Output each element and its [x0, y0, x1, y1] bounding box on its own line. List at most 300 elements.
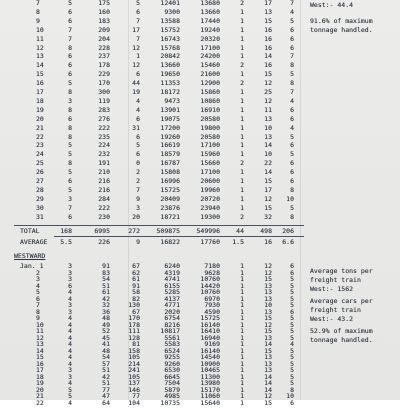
table-cell: 22: [264, 159, 272, 168]
table-cell: 12900: [200, 79, 220, 88]
table-cell: 42: [102, 294, 110, 303]
average-cell: 16822: [160, 238, 180, 246]
table-cell: 18172: [160, 88, 180, 96]
table-cell: 6: [290, 105, 294, 114]
day-cell: 17: [36, 366, 44, 374]
total-cell: 44: [236, 227, 244, 235]
average-rule: [54, 236, 304, 237]
table-cell: 170: [128, 314, 140, 322]
table-cell: 8: [68, 123, 72, 132]
table-cell: 91: [102, 262, 110, 270]
table-cell: 4590: [204, 307, 220, 316]
table-cell: 15: [264, 398, 272, 407]
table-cell: 160: [98, 7, 110, 16]
table-cell: 13: [264, 281, 272, 290]
total-cell: 549996: [196, 227, 220, 235]
day-cell: 31: [36, 212, 44, 221]
table-cell: 15: [264, 314, 272, 322]
table-cell: 1: [240, 346, 244, 355]
table-cell: 5: [290, 203, 294, 212]
table-cell: 15: [264, 177, 272, 185]
table-cell: 7: [136, 185, 140, 194]
table-cell: 14: [264, 141, 272, 150]
day-cell: 22: [36, 132, 44, 141]
average-cell: 5.5: [60, 238, 72, 246]
table-cell: 1: [240, 288, 244, 296]
table-cell: 5: [290, 333, 294, 342]
table-cell: 6: [290, 34, 294, 43]
table-cell: 13680: [200, 0, 220, 7]
table-cell: 6155: [164, 281, 180, 290]
table-cell: 3: [68, 194, 72, 203]
table-cell: 5: [290, 353, 294, 361]
average-cell: 1.5: [232, 238, 244, 246]
table-cell: 2: [240, 61, 244, 70]
table-cell: 15960: [200, 150, 220, 159]
table-cell: 6: [68, 7, 72, 16]
table-cell: 14: [264, 385, 272, 394]
table-cell: 5285: [164, 288, 180, 296]
table-cell: 20580: [200, 114, 220, 123]
day-cell: 21: [36, 123, 44, 132]
total-cell: 206: [282, 227, 294, 235]
table-cell: 235: [98, 132, 110, 141]
table-cell: 16: [264, 25, 272, 34]
table-cell: 1: [240, 366, 244, 374]
table-cell: 0: [136, 159, 140, 168]
table-cell: 3: [68, 301, 72, 309]
day-cell: 10: [36, 320, 44, 329]
table-cell: 82: [132, 294, 140, 303]
table-cell: 6: [136, 114, 140, 123]
table-cell: 14420: [200, 281, 220, 290]
day-cell: 21: [36, 392, 44, 400]
table-cell: 146: [128, 385, 140, 394]
table-cell: 1: [240, 96, 244, 105]
table-cell: 15: [264, 203, 272, 212]
table-cell: 1: [240, 392, 244, 400]
table-cell: 6: [290, 168, 294, 177]
table-cell: 5: [290, 359, 294, 368]
table-cell: 1: [240, 25, 244, 34]
table-cell: 7: [136, 16, 140, 25]
table-cell: 1: [240, 123, 244, 132]
average-label: AVERAGE: [20, 238, 48, 246]
total-rule: [14, 225, 304, 226]
table-cell: 7: [290, 52, 294, 61]
table-cell: 3: [68, 366, 72, 374]
day-cell: 15: [36, 70, 44, 79]
table-cell: 276: [98, 114, 110, 123]
table-cell: 1: [240, 43, 244, 52]
table-cell: 1: [240, 340, 244, 348]
day-cell: 10: [36, 25, 44, 34]
day-cell: 13: [36, 52, 44, 61]
table-cell: 15170: [200, 385, 220, 394]
table-cell: 12: [264, 392, 272, 400]
table-cell: 214: [128, 359, 140, 368]
table-cell: 1: [240, 320, 244, 329]
table-cell: 16410: [200, 327, 220, 335]
table-cell: 300: [98, 88, 110, 96]
table-cell: 8: [68, 132, 72, 141]
table-cell: 5: [68, 385, 72, 394]
day-cell: 9: [36, 16, 40, 25]
table-cell: 42: [102, 372, 110, 381]
table-cell: 5: [290, 314, 294, 322]
table-cell: 8: [290, 212, 294, 221]
table-cell: 4: [68, 353, 72, 361]
day-cell: 30: [36, 203, 44, 212]
table-cell: 19960: [200, 185, 220, 194]
table-cell: 1: [240, 141, 244, 150]
day-cell: 12: [36, 333, 44, 342]
table-cell: 17: [264, 0, 272, 7]
table-cell: 8: [290, 79, 294, 88]
table-cell: 210: [98, 168, 110, 177]
table-cell: 7: [290, 88, 294, 96]
table-cell: 1: [240, 262, 244, 270]
table-cell: 3: [68, 262, 72, 270]
table-cell: 7504: [164, 379, 180, 387]
table-cell: 16787: [160, 159, 180, 168]
table-cell: 6: [290, 25, 294, 34]
table-cell: 183: [98, 16, 110, 25]
average-cell: 9: [136, 238, 140, 246]
table-cell: 5: [68, 0, 72, 7]
table-cell: 8: [68, 88, 72, 96]
table-cell: 13: [264, 366, 272, 374]
day-cell: 26: [36, 168, 44, 177]
table-cell: 6: [68, 281, 72, 290]
table-cell: 1: [240, 372, 244, 381]
table-cell: 6524: [164, 346, 180, 355]
table-cell: 5879: [164, 385, 180, 394]
table-cell: 5: [290, 281, 294, 290]
table-cell: 20: [132, 212, 140, 221]
table-cell: 1: [240, 268, 244, 277]
table-cell: 1: [240, 203, 244, 212]
table-cell: 5: [290, 132, 294, 141]
table-cell: 20320: [200, 34, 220, 43]
table-cell: 13: [264, 359, 272, 368]
table-cell: 2: [240, 79, 244, 88]
table-cell: 10: [264, 123, 272, 132]
table-cell: 6: [68, 70, 72, 79]
table-cell: 1: [240, 359, 244, 368]
day-cell: 13: [36, 340, 44, 348]
table-cell: 2020: [164, 307, 180, 316]
total-cell: 272: [128, 227, 140, 235]
table-cell: 54: [102, 353, 110, 361]
table-cell: 14: [264, 379, 272, 387]
average-cell: 6.6: [282, 238, 294, 246]
day-cell: 18: [36, 96, 44, 105]
day-cell: Jan. 1: [20, 262, 44, 270]
table-cell: 7: [136, 34, 140, 43]
side-note: Average cars per freight train West:- 43.2: [310, 297, 373, 323]
average-row: [0, 238, 310, 248]
table-cell: 14: [264, 52, 272, 61]
table-cell: 31: [132, 123, 140, 132]
table-cell: 1: [240, 185, 244, 194]
table-cell: 12: [264, 320, 272, 329]
table-cell: 1: [240, 177, 244, 185]
day-cell: 23: [36, 141, 44, 150]
table-cell: 1: [240, 114, 244, 123]
table-cell: 1: [240, 34, 244, 43]
table-cell: 5: [136, 0, 140, 7]
table-cell: 67: [132, 262, 140, 270]
table-cell: 241: [128, 366, 140, 374]
day-cell: 14: [36, 346, 44, 355]
table-cell: 17200: [160, 123, 180, 132]
table-cell: 13660: [200, 7, 220, 16]
day-cell: 24: [36, 150, 44, 159]
table-cell: 6: [68, 52, 72, 61]
table-cell: 6: [290, 307, 294, 316]
table-cell: 237: [98, 52, 110, 61]
table-cell: 4: [68, 327, 72, 335]
table-cell: 4: [290, 96, 294, 105]
table-cell: 8216: [164, 320, 180, 329]
table-cell: 222: [98, 203, 110, 212]
table-cell: 10860: [200, 96, 220, 105]
table-cell: 19650: [160, 70, 180, 79]
table-cell: 10: [264, 150, 272, 159]
table-cell: 1: [240, 379, 244, 387]
table-cell: 5: [290, 372, 294, 381]
table-cell: 11353: [160, 79, 180, 88]
table-cell: 11060: [200, 392, 220, 400]
table-cell: 23940: [200, 203, 220, 212]
table-cell: 1: [240, 275, 244, 283]
table-cell: 1: [240, 314, 244, 322]
table-cell: 13: [264, 7, 272, 16]
table-cell: 15: [264, 327, 272, 335]
table-cell: 6: [290, 268, 294, 277]
table-cell: 2: [240, 159, 244, 168]
table-cell: 5: [290, 320, 294, 329]
table-cell: 7: [68, 203, 72, 212]
table-cell: 10760: [200, 275, 220, 283]
table-cell: 77: [132, 392, 140, 400]
table-cell: 1: [240, 281, 244, 290]
table-cell: 15768: [160, 43, 180, 52]
table-cell: 19800: [200, 123, 220, 132]
table-cell: 32: [102, 301, 110, 309]
table-cell: 8: [290, 385, 294, 394]
table-cell: 8: [68, 105, 72, 114]
table-cell: 130: [128, 301, 140, 309]
table-cell: 49: [102, 320, 110, 329]
table-cell: 1: [240, 353, 244, 361]
table-cell: 15752: [160, 25, 180, 34]
table-cell: 4: [290, 123, 294, 132]
table-cell: 23876: [160, 203, 180, 212]
table-cell: 6: [136, 132, 140, 141]
table-cell: 17: [264, 185, 272, 194]
day-cell: 29: [36, 194, 44, 203]
table-cell: 47: [102, 392, 110, 400]
side-note: 52.9% of maximum tonnage handled.: [310, 327, 373, 344]
table-cell: 13: [264, 353, 272, 361]
table-cell: 13980: [200, 379, 220, 387]
day-cell: 16: [36, 79, 44, 88]
westward-heading: WESTWARD: [14, 252, 46, 260]
day-cell: 11: [36, 34, 44, 43]
table-cell: 24200: [200, 52, 220, 61]
day-cell: 28: [36, 185, 44, 194]
table-cell: 4: [68, 314, 72, 322]
table-cell: 2: [240, 212, 244, 221]
table-cell: 16: [264, 43, 272, 52]
day-cell: 15: [36, 353, 44, 361]
table-cell: 17: [132, 25, 140, 34]
table-cell: 1: [240, 132, 244, 141]
table-cell: 10: [286, 392, 294, 400]
table-cell: 15: [264, 346, 272, 355]
table-cell: 6754: [164, 314, 180, 322]
table-cell: 67: [132, 307, 140, 316]
table-cell: 1: [240, 398, 244, 407]
table-cell: 13: [264, 294, 272, 303]
table-cell: 3: [68, 372, 72, 381]
table-cell: 6: [290, 43, 294, 52]
table-cell: 3: [68, 96, 72, 105]
total-cell: 168: [60, 227, 72, 235]
table-cell: 62: [132, 268, 140, 277]
day-cell: 7: [36, 301, 40, 309]
table-cell: 105: [128, 353, 140, 361]
table-cell: 1: [240, 301, 244, 309]
day-cell: 22: [36, 398, 44, 407]
table-cell: 54: [102, 275, 110, 283]
table-cell: 8: [290, 61, 294, 70]
table-cell: 5: [68, 185, 72, 194]
table-cell: 45: [102, 333, 110, 342]
table-cell: 137: [128, 379, 140, 387]
table-cell: 158: [128, 346, 140, 355]
table-cell: 5: [68, 150, 72, 159]
table-cell: 4: [68, 320, 72, 329]
table-cell: 3: [68, 275, 72, 283]
table-cell: 13: [264, 307, 272, 316]
table-cell: 191: [98, 159, 110, 168]
side-note: West:- 44.4: [310, 1, 354, 9]
table-cell: 4: [290, 7, 294, 16]
day-cell: 8: [36, 307, 40, 316]
table-cell: 6: [290, 159, 294, 168]
day-cell: 2: [36, 268, 40, 277]
table-cell: 17100: [200, 141, 220, 150]
table-cell: 20842: [160, 52, 180, 61]
table-cell: 83: [102, 268, 110, 277]
table-cell: 1: [240, 168, 244, 177]
table-cell: 6240: [164, 262, 180, 270]
table-cell: 19240: [200, 25, 220, 34]
table-cell: 2: [136, 168, 140, 177]
table-cell: 4: [68, 333, 72, 342]
table-cell: 105: [128, 372, 140, 381]
table-cell: 13: [264, 288, 272, 296]
table-cell: 4: [68, 294, 72, 303]
table-cell: 5: [290, 16, 294, 25]
average-cell: 16: [264, 238, 272, 246]
table-cell: 1: [240, 294, 244, 303]
table-cell: 9169: [204, 340, 220, 348]
day-cell: 25: [36, 159, 44, 168]
table-cell: 13: [264, 114, 272, 123]
table-cell: 17100: [200, 43, 220, 52]
table-cell: 10900: [200, 359, 220, 368]
day-cell: 19: [36, 379, 44, 387]
table-cell: 1: [240, 70, 244, 79]
table-cell: 61: [132, 275, 140, 283]
day-cell: 17: [36, 88, 44, 96]
table-cell: 4319: [164, 268, 180, 277]
table-cell: 15640: [200, 398, 220, 407]
table-cell: 6: [68, 61, 72, 70]
table-cell: 1: [240, 52, 244, 61]
table-row: [0, 399, 310, 409]
table-cell: 5561: [164, 333, 180, 342]
table-cell: 4: [136, 96, 140, 105]
table-cell: 13660: [160, 61, 180, 70]
table-cell: 5583: [164, 340, 180, 348]
day-cell: 11: [36, 327, 44, 335]
table-cell: 12: [132, 43, 140, 52]
table-cell: 3: [136, 203, 140, 212]
table-cell: 4: [136, 105, 140, 114]
table-cell: 16140: [200, 320, 220, 329]
table-cell: 6: [290, 262, 294, 270]
table-cell: 51: [102, 379, 110, 387]
table-cell: 16743: [160, 34, 180, 43]
table-cell: 13901: [160, 105, 180, 114]
table-cell: 12401: [160, 0, 180, 7]
table-cell: 52: [102, 327, 110, 335]
table-cell: 13: [264, 333, 272, 342]
table-cell: 1: [240, 327, 244, 335]
table-cell: 5: [290, 366, 294, 374]
table-cell: 58: [132, 288, 140, 296]
table-cell: 1: [240, 307, 244, 316]
table-cell: 17100: [200, 168, 220, 177]
table-cell: 3: [68, 307, 72, 316]
table-cell: 6: [68, 114, 72, 123]
table-cell: 4741: [164, 275, 180, 283]
table-cell: 6: [136, 7, 140, 16]
table-cell: 21600: [200, 70, 220, 79]
table-cell: 5: [68, 141, 72, 150]
table-cell: 6: [68, 212, 72, 221]
table-cell: 1: [240, 333, 244, 342]
table-cell: 175: [98, 0, 110, 7]
table-cell: 119: [98, 96, 110, 105]
table-cell: 228: [98, 43, 110, 52]
table-cell: 5: [290, 294, 294, 303]
table-cell: 1: [240, 16, 244, 25]
table-cell: 6: [136, 150, 140, 159]
table-cell: 15460: [200, 61, 220, 70]
table-cell: 10735: [160, 398, 180, 407]
table-cell: 61: [102, 288, 110, 296]
table-cell: 4: [68, 340, 72, 348]
table-cell: 10: [286, 194, 294, 203]
table-cell: 15: [264, 16, 272, 25]
table-cell: 5: [290, 379, 294, 387]
